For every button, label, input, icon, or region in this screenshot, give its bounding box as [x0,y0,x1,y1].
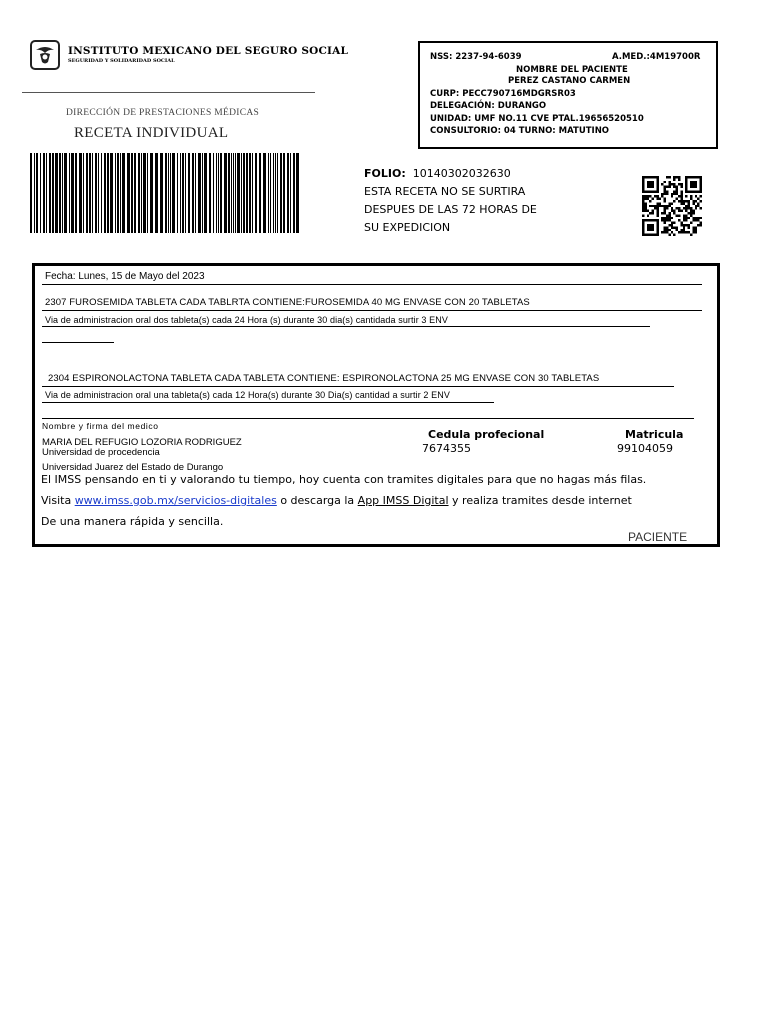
services-link[interactable]: www.imss.gob.mx/servicios-digitales [74,494,277,507]
prescription-box [32,263,720,547]
curp: CURP: PECC790716MDGRSR03 [430,89,576,99]
notice-tail: y realiza tramites desde internet [448,494,632,507]
university-label: Universidad de procedencia [42,447,160,458]
med-1-description: 2307 FUROSEMIDA TABLETA CADA TABLRTA CONTIENE:FUROSEMIDA 40 MG ENVASE CON 20 TABLETAS [45,297,530,308]
cedula-number: 7674355 [422,442,471,455]
patient-info-box [418,41,718,149]
nss: NSS: 2237-94-6039 [430,52,522,62]
cedula-label: Cedula profecional [428,428,545,441]
med-2-instructions: Via de administracion oral una tableta(s) cada 12 Hora(s) durante 30 Dia(s) cantidad a surtir 2 ENV [45,390,450,400]
patient-name-label: NOMBRE DEL PACIENTE [516,65,628,75]
direction-label: DIRECCIÓN DE PRESTACIONES MÉDICAS [66,108,260,118]
matricula-label: Matricula [625,428,684,441]
notice-visit: Visita [41,494,72,507]
med-2-description: 2304 ESPIRONOLACTONA TABLETA CADA TABLETA CONTIENE: ESPIRONOLACTONA 25 MG ENVASE CON 30 TABLETAS [48,373,600,384]
imss-logo-icon [30,40,60,70]
institution-motto: SEGURIDAD Y SOLIDARIDAD SOCIAL [68,58,175,64]
folio-label: FOLIO: [364,167,406,180]
app-name: App IMSS Digital [357,494,449,507]
med-1-instructions: Via de administracion oral dos tableta(s) cada 24 Hora (s) durante 30 dia(s) cantidada surtir 3 ENV [45,315,448,325]
folio-warning-2: DESPUES DE LAS 72 HORAS DE [364,203,537,216]
prescription-date: Fecha: Lunes, 15 de Mayo del 2023 [45,271,205,282]
qr-code-icon [642,176,702,236]
unidad: UNIDAD: UMF NO.11 CVE PTAL.19656520510 [430,114,644,124]
matricula-number: 99104059 [617,442,673,455]
notice-mid: o descarga la [276,494,358,507]
folio-number: 10140302032630 [412,167,511,180]
folio-block [364,165,537,237]
notice-line-2 [41,494,632,507]
copy-label: PACIENTE [628,530,688,544]
document-title: RECETA INDIVIDUAL [74,125,229,141]
consultorio: CONSULTORIO: 04 TURNO: MATUTINO [430,126,610,136]
notice-line-3: De una manera rápida y sencilla. [41,515,224,528]
folio-warning-3: SU EXPEDICION [364,221,451,234]
university-name: Universidad Juarez del Estado de Durango [42,462,224,473]
delegacion: DELEGACIÓN: DURANGO [430,101,547,111]
header-divider [22,92,315,93]
patient-name: PEREZ CASTANO CARMEN [508,76,631,86]
doctor-name: MARIA DEL REFUGIO LOZORIA RODRIGUEZ [42,437,242,448]
barcode [30,153,302,233]
a-med: A.MED.:4M19700R [612,52,701,62]
doctor-label: Nombre y firma del medico [42,421,159,431]
folio-warning-1: ESTA RECETA NO SE SURTIRA [364,185,526,198]
institution-name: INSTITUTO MEXICANO DEL SEGURO SOCIAL [68,45,349,57]
notice-line-1: El IMSS pensando en ti y valorando tu tiempo, hoy cuenta con tramites digitales para que no hagas más filas. [41,473,647,486]
